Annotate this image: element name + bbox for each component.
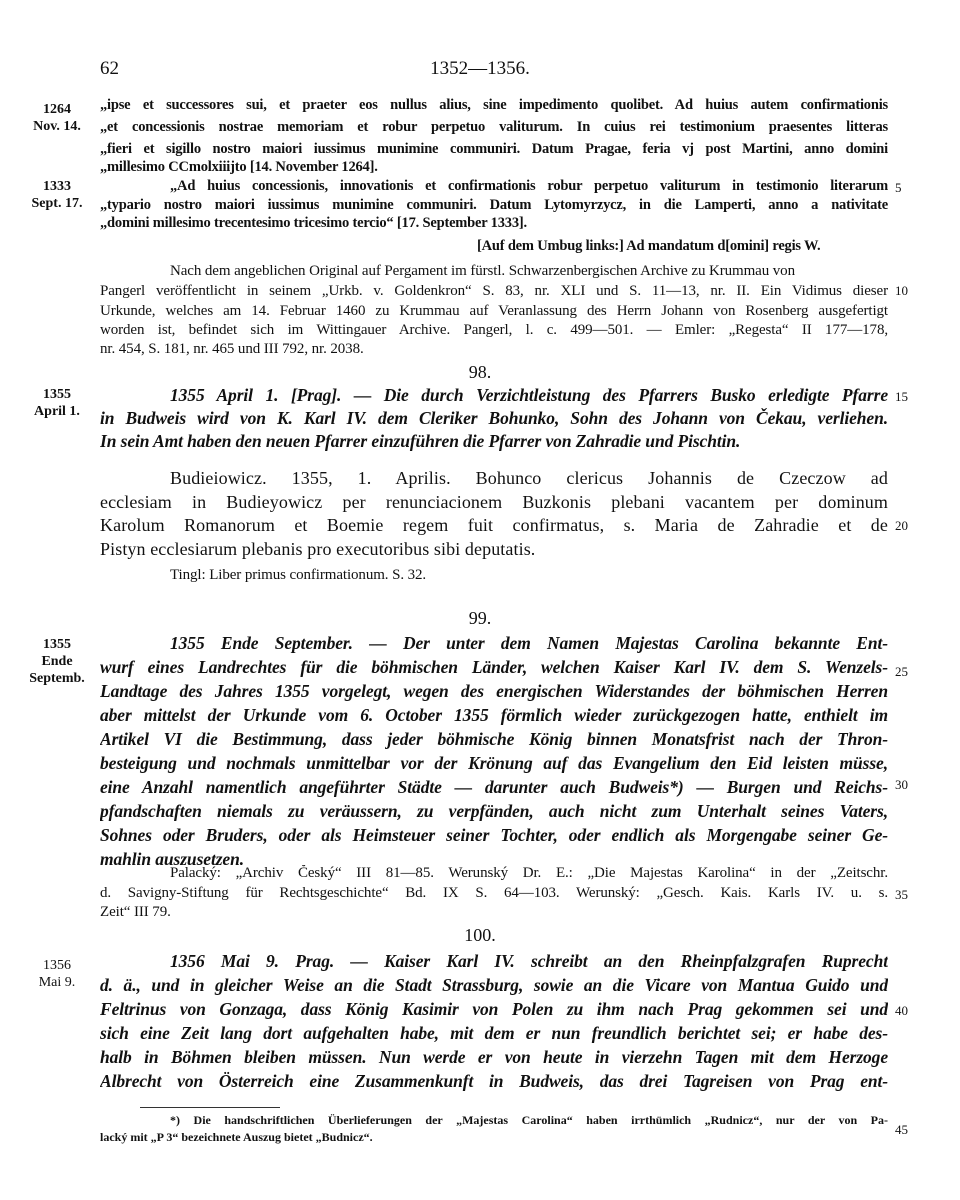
text-line: „domini millesimo trecentesimo tricesimo tercio“ [17. September 1333]. [100,215,527,231]
note-line: nr. 454, S. 181, nr. 465 und III 792, nr. 2038. [100,341,364,357]
line-number: 20 [895,518,908,533]
summary-line: Landtage des Jahres 1355 vorgelegt, wegen des energischen Widerstandes der böhmischen Herren [100,681,888,701]
line-number: 10 [895,283,908,298]
margin-date-1333 [22,178,92,212]
text-line-umbug: [Auf dem Umbug links:] Ad mandatum d[omini] regis W. [477,238,821,254]
line-number: 40 [895,1003,908,1018]
text-line: „ipse et successores sui, et praeter eos nullus alius, sine impedimento quolibet. Ad huius autem confirmationis [100,97,888,113]
margin-day: Mai 9. [38,975,76,990]
line-number: 25 [895,664,908,679]
entry-number-99: 99. [468,608,492,628]
text-line: „typario nostro maiori iussimus munimine communiri. Datum Lytomyrzycz, in die Lamperti, anno a nativitate [100,197,888,213]
summary-line: wurf eines Landrechtes für die böhmischen Länder, welchen Kaiser Karl IV. dem S. Wenzels- [100,657,888,677]
source-line: d. Savigny-Stiftung für Rechtsgeschichte“ Bd. IX S. 64—103. Werunský: „Gesch. Kais. Karls IV. u. s. [100,885,888,901]
margin-day: Nov. 14. [33,119,81,134]
document-line: ecclesiam in Budieyowicz per renunciacionem Buzkonis plebani vacantem per dominum [100,492,888,512]
note-line: Pangerl veröffentlicht in seinem „Urkb. v. Goldenkron“ S. 83, nr. XLI und S. 11—13, nr. II. Ein Vidimus dieser [100,283,888,299]
footnote-rule [140,1107,280,1108]
summary-line: eine Anzahl namentlich angeführter Städte — darunter auch Budweis*) — Burgen und Reichs- [100,777,888,797]
margin-year: 1333 [43,179,71,194]
footnote-line: lacký mit „P 3“ bezeichnete Auszug bietet „Budnicz“. [100,1130,373,1144]
document-line: Karolum Romanorum et Boemie regem fuit confirmatus, s. Maria de Zahradie et de [100,515,888,535]
source-line: Tingl: Liber primus confirmationum. S. 32. [170,567,427,583]
source-line: Palacký: „Archiv Český“ III 81—85. Werunský Dr. E.: „Die Majestas Karolina“ in der „Zeitschr. [170,865,888,881]
running-header-date-range: 1352—1356. [430,58,530,79]
line-number: 5 [895,180,902,195]
source-line: Zeit“ III 79. [100,904,171,920]
page-number: 62 [100,58,119,79]
text-line: „millesimo CCmolxiiijto [14. November 1264]. [100,159,378,175]
margin-date-1355-september [18,636,96,687]
margin-day: Ende [41,654,73,669]
summary-line: 1356 Mai 9. Prag. — Kaiser Karl IV. schreibt an den Rheinpfalzgrafen Ruprecht [170,951,888,971]
summary-line: in Budweis wird von K. Karl IV. dem Cleriker Bohunko, Sohn des Johann von Čekau, verliehen. [100,408,888,428]
document-line: Budieiowicz. 1355, 1. Aprilis. Bohunco clericus Johannis de Czeczow ad [170,468,888,488]
entry-number-100: 100. [464,925,496,945]
line-number: 35 [895,887,908,902]
margin-date-1355-april [26,386,88,420]
text-line: „Ad huius concessionis, innovationis et confirmationis robur perpetuo valiturum in testimonio literarum [170,178,888,194]
summary-line: mahlin auszusetzen. [100,849,244,869]
line-number: 45 [895,1122,908,1137]
document-line: Pistyn ecclesiarum plebanis pro executoribus sibi deputatis. [100,539,536,559]
summary-line: pfandschaften niemals zu veräussern, zu verpfänden, auch nicht zum Unterhalt seines Vaters, [100,801,888,821]
note-line: Urkunde, welches am 14. Februar 1460 zu Krummau auf Veranlassung des Herrn Johann von Rosenberg ausgefertigt [100,303,888,319]
summary-line: Sohnes oder Bruders, oder als Heimsteuer seiner Tochter, oder endlich als Morgengabe seiner Ge- [100,825,888,845]
line-number: 15 [895,389,908,404]
margin-day: April 1. [34,404,80,419]
margin-year: 1356 [43,958,71,973]
margin-day: Sept. 17. [31,196,83,211]
summary-line: 1355 Ende September. — Der unter dem Namen Majestas Carolina bekannte Ent- [170,633,888,653]
text-line: „fieri et sigillo nostro maiori iussimus munimine communiri. Datum Pragae, feria vj post Martini, anno domini [100,141,888,157]
summary-line: Albrecht von Österreich eine Zusammenkunft in Budweis, das drei Tagreisen von Prag ent- [100,1071,888,1091]
summary-line: Feltrinus von Gonzaga, dass König Kasimir von Polen zu ihm nach Prag gekommen sei und [100,999,888,1019]
summary-line: sich eine Zeit lang dort aufgehalten habe, mit dem er nun freundlich berichtet sei; er habe des- [100,1023,888,1043]
margin-month: Septemb. [29,671,85,686]
margin-year: 1355 [43,637,71,652]
margin-year: 1264 [43,102,71,117]
entry-number-98: 98. [468,362,492,382]
summary-line: 1355 April 1. [Prag]. — Die durch Verzichtleistung des Pfarrers Busko erledigte Pfarre [170,385,888,405]
summary-line: Artikel VI die Bestimmung, dass jeder böhmische König binnen Monatsfrist nach der Thron- [100,729,888,749]
footnote-line: *) Die handschriftlichen Überlieferungen der „Majestas Carolina“ haben irrthümlich „Rudnicz“, nur der von Pa- [170,1113,888,1127]
text-line: „et concessionis nostrae memoriam et robur perpetuo valiturum. In cuius rei testimonium praesentes litteras [100,119,888,135]
line-number: 30 [895,777,908,792]
summary-line: halb in Böhmen bleiben müssen. Nun werde er von heute in vierzehn Tagen mit dem Herzoge [100,1047,888,1067]
margin-date-1264 [26,101,88,135]
summary-line: besteigung und nochmals unmittelbar vor der Krönung auf das Evangelium den Eid leisten müsse, [100,753,888,773]
summary-line: In sein Amt haben den neuen Pfarrer einzuführen die Pfarrer von Zahradie und Pischtin. [100,431,741,451]
note-line: Nach dem angeblichen Original auf Pergament im fürstl. Schwarzenbergischen Archive zu Krummau von [170,263,795,279]
margin-date-1356-may [26,957,88,991]
summary-line: d. ä., und in gleicher Weise an die Stadt Strassburg, sowie an die Vicare von Mantua Guido und [100,975,888,995]
summary-line: aber mittelst der Urkunde vom 6. October 1355 förmlich wieder zurückgezogen hatte, enthielt im [100,705,888,725]
margin-year: 1355 [43,387,71,402]
note-line: worden ist, befindet sich im Wittingauer Archive. Pangerl, l. c. 499—501. — Emler: „Regesta“ II 177—178, [100,322,888,338]
